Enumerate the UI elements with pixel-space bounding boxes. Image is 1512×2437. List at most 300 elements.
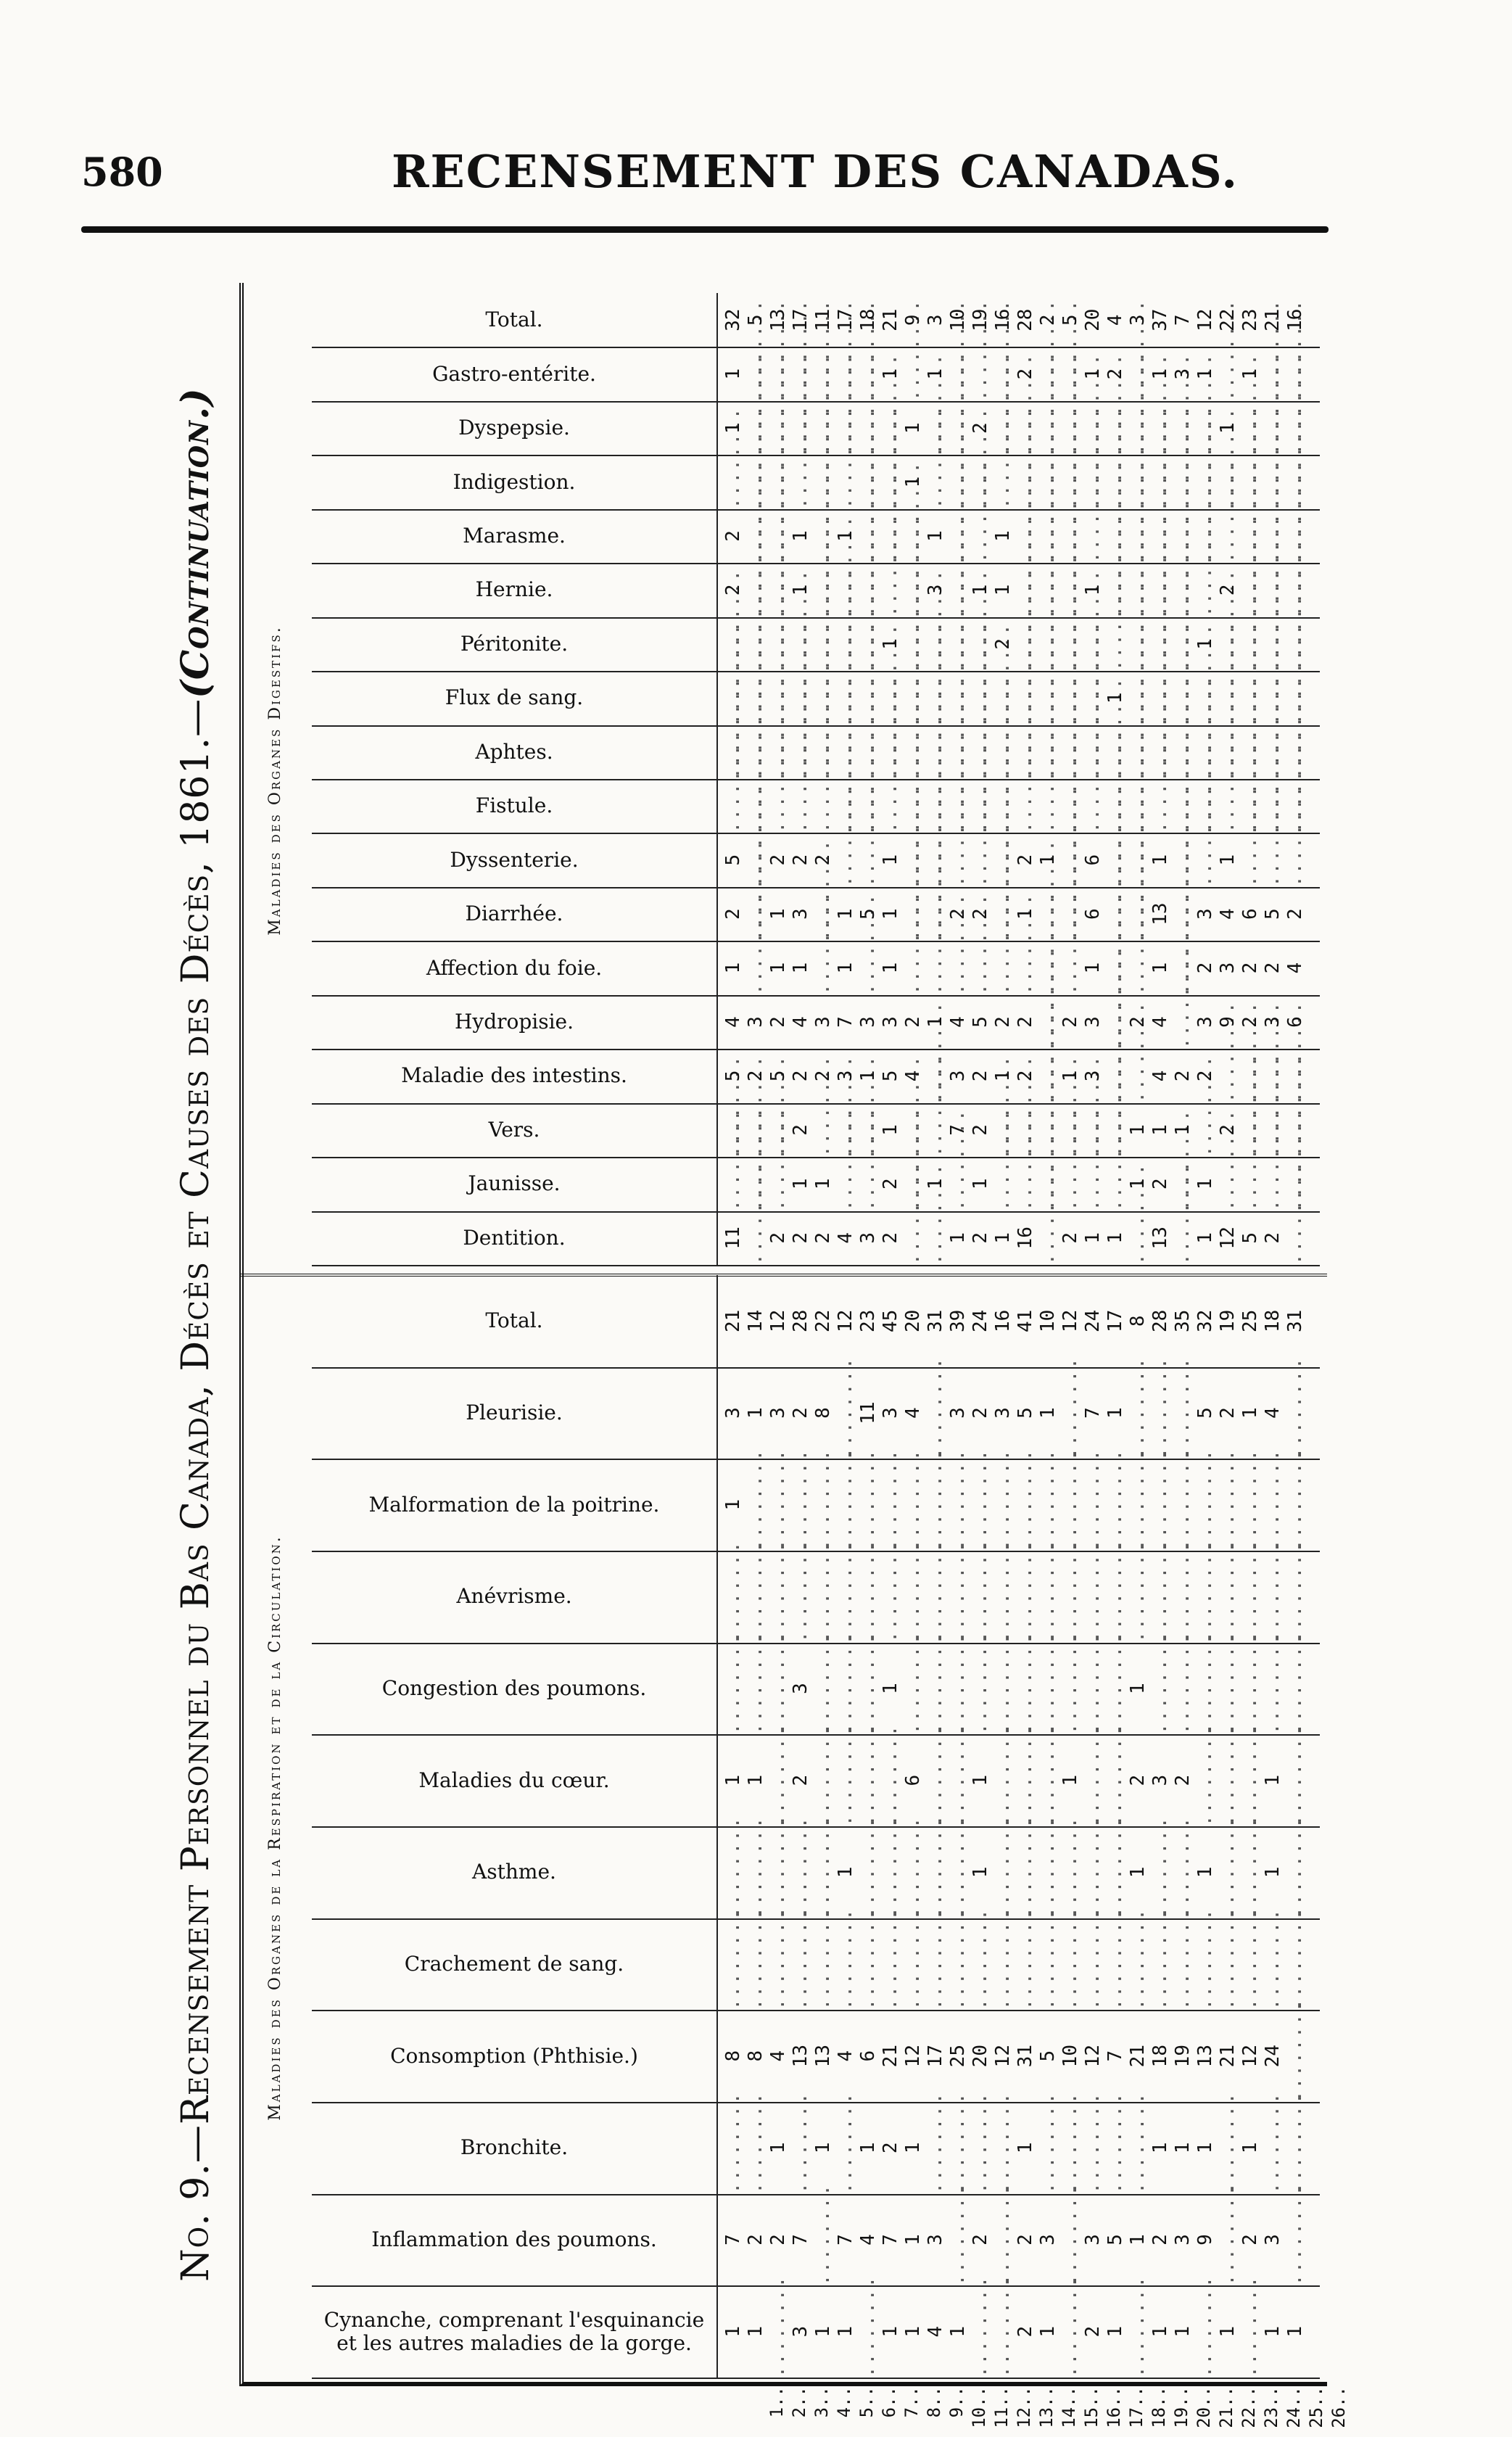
table-cell: 1 <box>902 2234 924 2246</box>
table-cell <box>1127 1551 1149 1643</box>
table-cell: 5 <box>1262 908 1284 920</box>
table-cell <box>1172 1211 1194 1265</box>
table-cell <box>1217 1459 1239 1551</box>
table-cell: 1 <box>1239 1407 1261 1419</box>
table-cell <box>925 401 947 455</box>
table-cell: 8 <box>812 1407 834 1419</box>
table-cell <box>992 1643 1015 1735</box>
table-cell: 2 <box>1015 2234 1036 2246</box>
table-cell <box>1172 1643 1194 1735</box>
column-header <box>312 347 718 400</box>
table-cell: 18 <box>857 308 879 331</box>
table-cell: 2 <box>722 584 744 596</box>
column <box>312 1103 1320 1158</box>
table-cell: 32 <box>1194 1309 1216 1332</box>
table-cell: 3 <box>790 2325 811 2338</box>
table-cell <box>992 1734 1015 1826</box>
column-header <box>312 1459 718 1551</box>
table-cell <box>1172 1826 1194 1918</box>
column <box>312 1643 1320 1736</box>
column-header <box>312 617 718 671</box>
table-cell <box>1127 455 1149 508</box>
table-cell <box>1015 671 1037 725</box>
table-cell: 12 <box>992 2045 1014 2068</box>
table-cell <box>992 455 1015 508</box>
table-cell <box>1149 617 1172 671</box>
table-cell <box>1172 401 1194 455</box>
column <box>312 1049 1320 1104</box>
table-cell <box>1127 401 1149 455</box>
table-cell <box>1262 671 1284 725</box>
table-cell <box>790 1826 812 1918</box>
table-cell <box>812 1103 835 1157</box>
table-cell <box>947 617 970 671</box>
column <box>312 509 1320 564</box>
column <box>312 455 1320 510</box>
table-cell: 4 <box>1217 908 1239 920</box>
table-cell <box>835 1157 857 1211</box>
table-cell: 13 <box>1149 902 1171 925</box>
table-cell <box>1015 1826 1037 1918</box>
table-cell: 17 <box>790 308 811 331</box>
column <box>312 1551 1320 1644</box>
table-cell: 1 <box>880 1683 901 1694</box>
table-cell <box>1239 725 1262 779</box>
column-header-label: Indigestion. <box>453 469 576 494</box>
table-cell <box>902 1551 925 1643</box>
column-header-label: Congestion des poumons. <box>381 1676 647 1701</box>
table-cell <box>1217 1734 1239 1826</box>
table-cell <box>1104 1551 1127 1643</box>
table-cell: 1 <box>1127 1178 1149 1190</box>
table-cell <box>1059 563 1082 617</box>
table-cell <box>947 1643 970 1735</box>
table-cell: 21 <box>880 308 901 331</box>
table-cell <box>790 725 812 779</box>
table-cell <box>1104 509 1127 563</box>
table-cell <box>1262 347 1284 400</box>
table-cell: 12 <box>1082 2045 1104 2068</box>
table-cell <box>745 1643 767 1735</box>
table-cell <box>812 509 835 563</box>
column-body <box>718 1103 1320 1157</box>
table-cell: 5 <box>722 1070 744 1082</box>
table-cell <box>1262 455 1284 508</box>
table-cell: 23 <box>1239 308 1261 331</box>
column-header-label: Malformation de la poitrine. <box>368 1492 660 1517</box>
table-cell <box>970 779 992 833</box>
table-cell: 3 <box>1082 1016 1104 1028</box>
table-cell <box>1127 1459 1149 1551</box>
column <box>312 1211 1320 1266</box>
table-cell: 5 <box>970 1016 991 1028</box>
table-cell <box>947 1551 970 1643</box>
table-cell: 1 <box>1104 692 1126 704</box>
table-cell <box>1015 779 1037 833</box>
table-cell: 1 <box>767 2142 789 2154</box>
table-cell <box>1082 725 1104 779</box>
table-cell: 1 <box>1104 1232 1126 1244</box>
table-cell: 7 <box>880 2234 901 2246</box>
table-cell: 2 <box>1149 1178 1171 1190</box>
table-cell <box>880 1551 902 1643</box>
table-cell <box>1284 725 1307 779</box>
table-cell: 1 <box>1149 1124 1171 1136</box>
table-cell: 5 <box>767 1070 789 1082</box>
table-cell <box>925 1826 947 1918</box>
table-cell: 21 <box>722 1309 744 1332</box>
table-cell: 5 <box>745 314 767 326</box>
table-cell: 1 <box>1127 1683 1149 1694</box>
table-cell <box>992 2194 1015 2286</box>
column-header-label: Hydropisie. <box>454 1010 574 1034</box>
table-cell <box>767 1157 790 1211</box>
table-cell <box>1104 455 1127 508</box>
table-cell: 11 <box>857 1401 879 1424</box>
table-cell <box>857 1643 880 1735</box>
table-cell: 1 <box>767 962 789 974</box>
table-cell <box>722 1643 745 1735</box>
table-cell <box>902 509 925 563</box>
table-cell <box>1104 1734 1127 1826</box>
table-cell <box>857 1734 880 1826</box>
column-header-label: Dyspepsie. <box>458 416 570 440</box>
table-cell <box>835 2102 857 2194</box>
table-cell <box>1262 401 1284 455</box>
table-cell: 3 <box>1262 1016 1284 1028</box>
column <box>312 401 1320 456</box>
table-cell: 3 <box>1262 2234 1284 2246</box>
table-cell <box>947 833 970 886</box>
column <box>312 833 1320 888</box>
table-cell <box>880 1734 902 1826</box>
table-cell <box>812 563 835 617</box>
table-cell: 1 <box>1127 1124 1149 1136</box>
column <box>312 995 1320 1050</box>
table-cell: 2 <box>970 1407 991 1419</box>
table-cell <box>1037 347 1059 400</box>
table-cell: 1 <box>1082 584 1104 596</box>
table-cell <box>745 347 767 400</box>
column-body <box>718 563 1320 617</box>
table-cell <box>1037 509 1059 563</box>
column-header-label: Asthme. <box>472 1860 556 1884</box>
column-header <box>312 1918 718 2011</box>
table-cell <box>745 1157 767 1211</box>
table-cell <box>1059 1918 1082 2011</box>
table-cell <box>902 1211 925 1265</box>
column-body <box>718 995 1320 1049</box>
column-body <box>718 509 1320 563</box>
table-cell <box>1284 2010 1307 2102</box>
table-cell <box>992 1918 1015 2011</box>
table-cell <box>1284 1157 1307 1211</box>
table-cell: 1 <box>1082 1232 1104 1244</box>
table-cell <box>745 833 767 886</box>
table-cell: 1 <box>745 1407 767 1419</box>
table-cell <box>767 563 790 617</box>
table-cell: 10 <box>1037 1309 1059 1332</box>
row-number: 12.. <box>1014 2386 1034 2428</box>
table-cell <box>992 401 1015 455</box>
table-cell: 1 <box>925 368 946 380</box>
table-cell <box>1149 725 1172 779</box>
table-cell <box>1172 509 1194 563</box>
table-cell <box>947 1918 970 2011</box>
column-body <box>718 2102 1320 2194</box>
table-cell <box>745 887 767 941</box>
table-cell: 28 <box>1015 308 1036 331</box>
row-number: 15.. <box>1081 2386 1102 2428</box>
table-cell <box>1015 455 1037 508</box>
table-cell: 1 <box>970 584 991 596</box>
table-cell: 1 <box>902 476 924 488</box>
table-cell: 1 <box>722 2325 744 2338</box>
table-cell: 2 <box>1172 1070 1194 1082</box>
table-cell: 1 <box>1194 1178 1216 1190</box>
table-cell <box>812 1826 835 1918</box>
table-cell: 1 <box>722 962 744 974</box>
table-cell: 22 <box>1217 308 1239 331</box>
table-cell <box>1104 1157 1127 1211</box>
table-cell <box>1262 563 1284 617</box>
column <box>312 1826 1320 1920</box>
table-cell: 1 <box>880 908 901 920</box>
table-cell <box>992 941 1015 994</box>
table-cell <box>1104 941 1127 994</box>
table-cell <box>970 1643 992 1735</box>
table-cell <box>902 1643 925 1735</box>
column-body <box>718 1551 1320 1643</box>
table-cell <box>1262 1643 1284 1735</box>
table-cell <box>1104 1103 1127 1157</box>
table-cell <box>902 725 925 779</box>
table-cell <box>970 347 992 400</box>
row-number: 17.. <box>1126 2386 1147 2428</box>
table-cell <box>1239 1918 1262 2011</box>
column-body <box>718 887 1320 941</box>
table-cell <box>1239 1459 1262 1551</box>
table-cell <box>902 779 925 833</box>
table-cell <box>992 1551 1015 1643</box>
table-cell <box>1059 509 1082 563</box>
table-cell: 3 <box>812 1016 834 1028</box>
table-cell <box>767 1551 790 1643</box>
table-cell <box>857 779 880 833</box>
group-digestive-organs <box>239 294 1327 1266</box>
table-cell <box>1172 941 1194 994</box>
table-cell <box>1082 617 1104 671</box>
table-cell <box>1284 1049 1307 1102</box>
table-cell <box>767 671 790 725</box>
table-cell <box>722 725 745 779</box>
table-cell <box>1149 1918 1172 2011</box>
table-cell: 5 <box>1104 2234 1126 2246</box>
table-cell <box>835 779 857 833</box>
table-cell: 2 <box>722 908 744 920</box>
table-cell: 1 <box>745 2325 767 2338</box>
table-cell <box>1239 779 1262 833</box>
table-cell: 11 <box>812 308 834 331</box>
table-cell <box>790 455 812 508</box>
column <box>312 2194 1320 2288</box>
table-cell: 1 <box>790 962 811 974</box>
table-cell: 3 <box>1082 1070 1104 1082</box>
table-cell <box>722 2102 745 2194</box>
table-cell <box>745 1551 767 1643</box>
table-cell <box>1059 887 1082 941</box>
column-header <box>312 2010 718 2102</box>
table-cell <box>902 1103 925 1157</box>
table-cell: 3 <box>1194 1016 1216 1028</box>
table-cell: 1 <box>1104 2325 1126 2338</box>
table-cell: 1 <box>947 2325 969 2338</box>
table-cell: 4 <box>857 2234 879 2246</box>
table-cell <box>857 1459 880 1551</box>
table-cell <box>1239 401 1262 455</box>
table-cell <box>1194 1918 1217 2011</box>
table-cell <box>970 941 992 994</box>
table-cell: 2 <box>790 1070 811 1082</box>
table-cell: 1 <box>925 1178 946 1190</box>
table-cell <box>1172 563 1194 617</box>
table-cell: 1 <box>857 2142 879 2154</box>
table-cell <box>880 563 902 617</box>
table-cell <box>1015 509 1037 563</box>
table-cell <box>1284 563 1307 617</box>
table-cell: 1 <box>1149 2142 1171 2154</box>
table-cell <box>835 401 857 455</box>
table-cell <box>722 1918 745 2011</box>
table-cell <box>925 2102 947 2194</box>
table-cell <box>1104 563 1127 617</box>
table-cell: 3 <box>925 314 946 326</box>
table-cell: 2 <box>767 1016 789 1028</box>
table-cell: 2 <box>947 908 969 920</box>
column-header <box>312 2102 718 2194</box>
table-cell <box>1127 347 1149 400</box>
table-cell: 3 <box>857 1016 879 1028</box>
table-cell: 12 <box>1239 2045 1261 2068</box>
table-cell <box>970 725 992 779</box>
table-cell <box>1015 1643 1037 1735</box>
table-cell <box>835 347 857 400</box>
table-cell: 1 <box>812 2142 834 2154</box>
table-cell <box>1127 941 1149 994</box>
table-cell: 7 <box>722 2234 744 2246</box>
table-cell <box>1172 779 1194 833</box>
table-cell: 6 <box>857 2050 879 2062</box>
table-cell <box>1262 1157 1284 1211</box>
table-cell <box>880 1826 902 1918</box>
table-cell <box>835 725 857 779</box>
table-cell <box>1284 833 1307 886</box>
column-header <box>312 1551 718 1643</box>
table-cell <box>1149 401 1172 455</box>
table-cell <box>1172 1551 1194 1643</box>
table-cell: 3 <box>1194 908 1216 920</box>
table-cell <box>1239 1049 1262 1102</box>
table-cell <box>1082 1643 1104 1735</box>
table-cell: 45 <box>880 1309 901 1332</box>
table-cell: 2 <box>1262 1232 1284 1244</box>
table-cell <box>925 617 947 671</box>
table-cell <box>1059 617 1082 671</box>
table-cell: 1 <box>1149 962 1171 974</box>
table-cell <box>880 725 902 779</box>
table-cell: 7 <box>947 1124 969 1136</box>
table-cell <box>1104 725 1127 779</box>
table-cell: 12 <box>1217 1226 1239 1250</box>
table-cell <box>745 941 767 994</box>
table-cell <box>902 1459 925 1551</box>
table-cell: 3 <box>790 908 811 920</box>
table-cell <box>1015 1918 1037 2011</box>
table-cell: 4 <box>1149 1070 1171 1082</box>
table-cell: 2 <box>767 854 789 866</box>
row-number: 20.. <box>1194 2386 1214 2428</box>
table-cell: 3 <box>767 1407 789 1419</box>
table-cell <box>1059 1367 1082 1459</box>
table-cell: 3 <box>947 1070 969 1082</box>
table-cell <box>992 779 1015 833</box>
table-cell: 1 <box>1172 2142 1194 2154</box>
table-cell <box>1217 725 1239 779</box>
table-cell <box>812 455 835 508</box>
table-cell: 4 <box>902 1407 924 1419</box>
table-cell: 2 <box>812 854 834 866</box>
table-cell: 7 <box>1082 1407 1104 1419</box>
table-cell: 1 <box>722 422 744 434</box>
table-cell: 1 <box>812 2325 834 2338</box>
column-header-label: Dyssenterie. <box>450 847 579 872</box>
table-cell: 1 <box>1059 1774 1081 1786</box>
table-cell <box>1239 563 1262 617</box>
table-cell: 1 <box>1194 638 1216 650</box>
table-cell <box>1172 455 1194 508</box>
table-cell <box>857 833 880 886</box>
table-cell <box>1194 725 1217 779</box>
table-cell <box>1239 617 1262 671</box>
table-cell: 1 <box>1194 1232 1216 1244</box>
column-header-label: Aphtes. <box>475 739 553 764</box>
table-cell <box>722 1826 745 1918</box>
table-cell <box>1284 1551 1307 1643</box>
table-cell <box>1015 1551 1037 1643</box>
table-cell: 1 <box>1194 1866 1216 1879</box>
table-cell: 2 <box>812 1070 834 1082</box>
table-cell: 3 <box>745 1016 767 1028</box>
table-cell: 3 <box>857 1232 879 1244</box>
table-cell <box>812 887 835 941</box>
table-cell <box>1172 1459 1194 1551</box>
table-cell: 1 <box>992 584 1014 596</box>
table-cell <box>857 509 880 563</box>
column-header <box>312 455 718 508</box>
table-cell <box>857 617 880 671</box>
table-cell <box>1059 2194 1082 2286</box>
table-cell: 4 <box>790 1016 811 1028</box>
row-number: 4.. <box>834 2386 854 2418</box>
table-cell <box>857 1918 880 2011</box>
column-body <box>718 1459 1320 1551</box>
table-cell <box>992 1103 1015 1157</box>
table-cell: 3 <box>1149 1774 1171 1786</box>
table-cell: 1 <box>1037 1407 1059 1419</box>
table-cell: 17 <box>925 2045 946 2068</box>
table-cell: 2 <box>1239 962 1261 974</box>
table-cell <box>925 779 947 833</box>
